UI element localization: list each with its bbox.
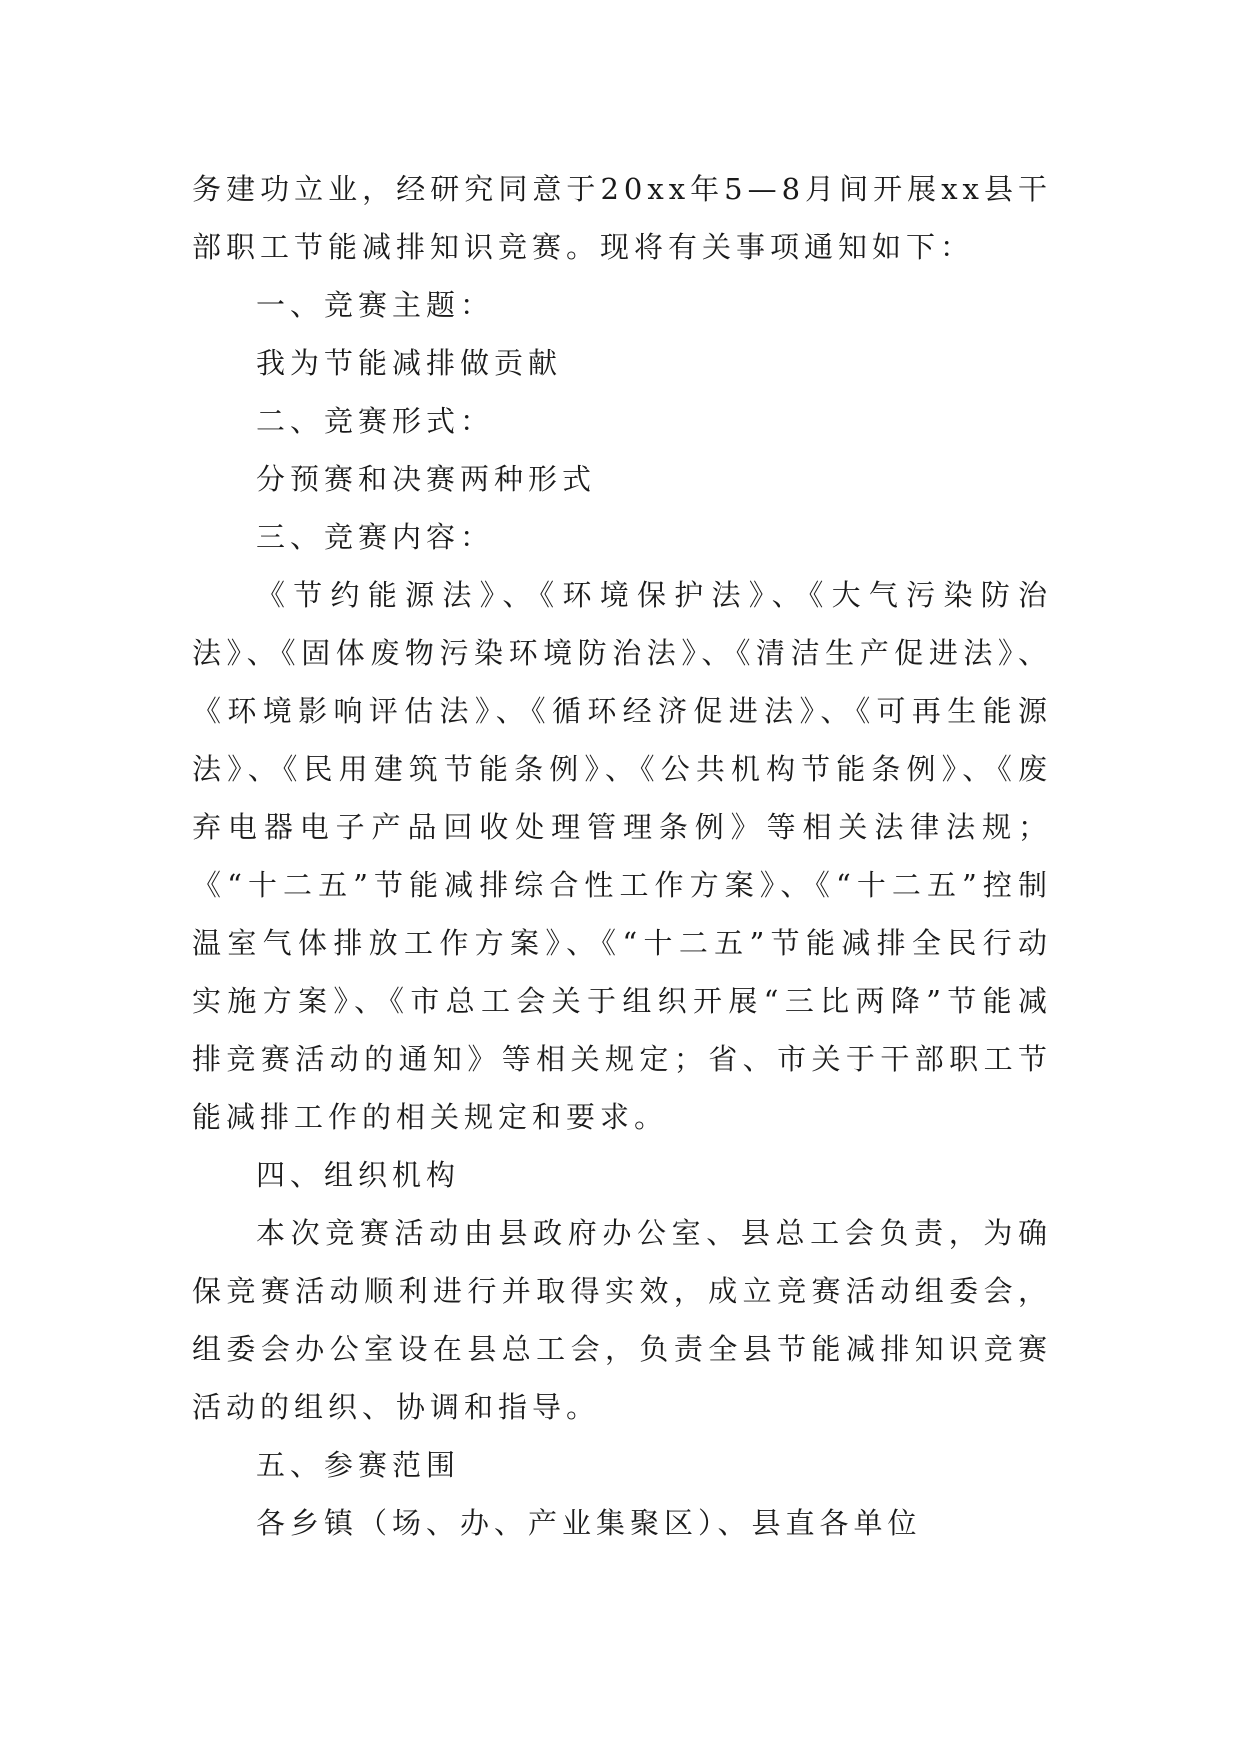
paragraph-competition-content: 《节约能源法》、《环境保护法》、《大气污染防治法》、《固体废物污染环境防治法》、《清洁生产促进法》、《环境影响评估法》、《循环经济促进法》、《可再生能源法》、《民用建筑节能条例》、《公共机构节能条例》、《废弃电器电子产品回收处理管理条例》等相关法律法规；《“十二五”节能减排综合性工作方案》、《“十二五”控制温室气体排放工作方案》、《“十二五”节能减排全民行动实施方案》、《市总工会关于组织开展“三比两降”节能减排竞赛活动的通知》等相关规定；省、市关于干部职工节能减排工作的相关规定和要求。	[192, 578, 1052, 1134]
heading-participation-scope: 五、参赛范围	[256, 1448, 461, 1482]
heading-organization: 四、组织机构	[256, 1158, 461, 1192]
heading-competition-content: 三、竞赛内容：	[256, 520, 495, 554]
document-body	[192, 160, 1052, 1552]
paragraph-intro-continued: 务建功立业，经研究同意于20xx年5—8月间开展xx县干部职工节能减排知识竞赛。现将有关事项通知如下：	[192, 172, 1052, 264]
paragraph-competition-theme: 我为节能减排做贡献	[256, 346, 563, 380]
paragraph-participation-scope: 各乡镇（场、办、产业集聚区）、县直各单位	[256, 1506, 922, 1540]
paragraph-competition-format: 分预赛和决赛两种形式	[256, 462, 597, 496]
paragraph-organization: 本次竞赛活动由县政府办公室、县总工会负责，为确保竞赛活动顺利进行并取得实效，成立竞赛活动组委会，组委会办公室设在县总工会，负责全县节能减排知识竞赛活动的组织、协调和指导。	[192, 1216, 1052, 1424]
heading-competition-theme: 一、竞赛主题：	[256, 288, 495, 322]
heading-competition-format: 二、竞赛形式：	[256, 404, 495, 438]
